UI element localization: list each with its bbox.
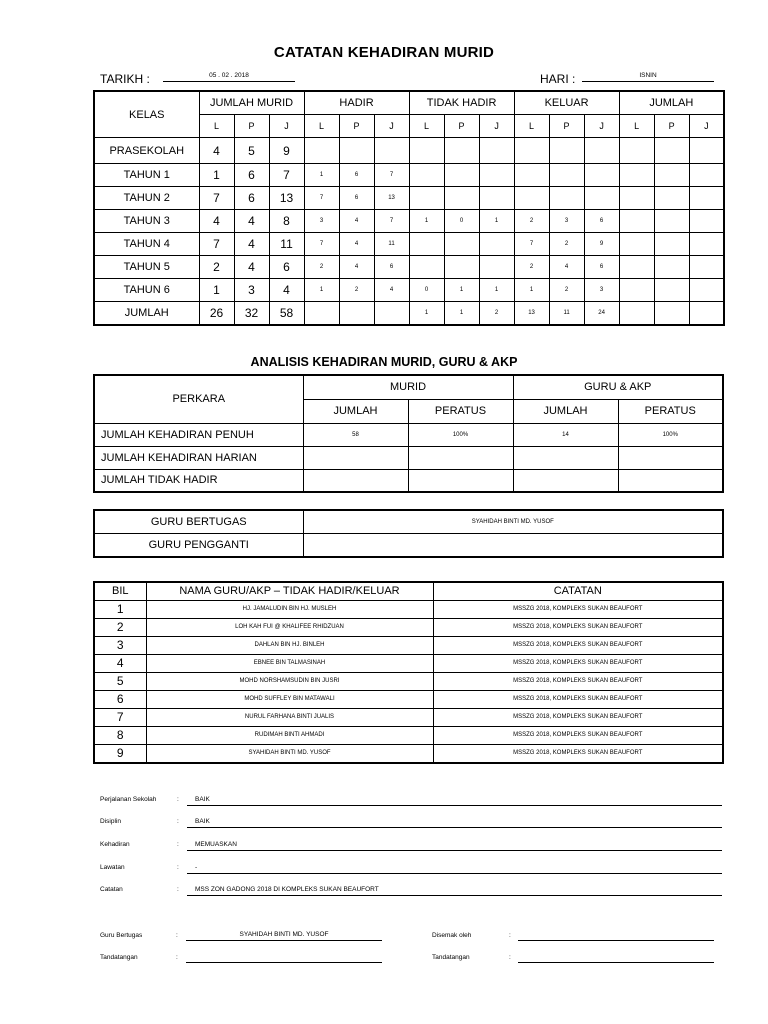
sub-header-p: P (654, 115, 689, 138)
catatan-cell: MSSZG 2018, KOMPLEKS SUKAN BEAUFORT (433, 618, 723, 636)
murid-cell: 13 (269, 187, 304, 210)
kelas-cell: TAHUN 6 (94, 279, 199, 302)
catatan-cell: MSSZG 2018, KOMPLEKS SUKAN BEAUFORT (433, 636, 723, 654)
tidak-cell: 0 (444, 210, 479, 233)
sub-header-l: L (304, 115, 339, 138)
lawatan-label: Lawatan (100, 864, 125, 871)
jumlah-cell (654, 187, 689, 210)
keluar-cell: 11 (549, 302, 584, 326)
tidak-cell: 1 (479, 279, 514, 302)
nama-header: NAMA GURU/AKP – TIDAK HADIR/KELUAR (146, 582, 433, 600)
murid-cell: 8 (269, 210, 304, 233)
guru-jumlah-header: JUMLAH (513, 399, 618, 423)
table-row (94, 256, 724, 279)
analysis-guru-jumlah: 14 (513, 423, 618, 446)
tidak-cell (444, 138, 479, 164)
keluar-cell (549, 187, 584, 210)
guru-bertugas-label: GURU BERTUGAS (94, 510, 303, 534)
jumlah-cell (619, 279, 654, 302)
jumlah-cell (689, 187, 724, 210)
guru-akp-header: GURU & AKP (513, 375, 723, 399)
nama-cell: MOHD SUFFLEY BIN MATAWALI (146, 690, 433, 708)
colon: : (177, 886, 179, 893)
jumlah-cell (654, 164, 689, 187)
catatan-cell: MSSZG 2018, KOMPLEKS SUKAN BEAUFORT (433, 708, 723, 726)
group-header-jumlah: JUMLAH (619, 91, 724, 115)
keluar-cell: 2 (514, 210, 549, 233)
group-header-tidak-hadir: TIDAK HADIR (409, 91, 514, 115)
hadir-cell: 7 (374, 210, 409, 233)
keluar-cell: 6 (584, 210, 619, 233)
hadir-cell: 13 (374, 187, 409, 210)
murid-cell: 58 (269, 302, 304, 326)
hadir-cell: 11 (374, 233, 409, 256)
table-row (94, 726, 723, 744)
kehadiran-label: Kehadiran (100, 841, 130, 848)
hadir-cell: 4 (339, 256, 374, 279)
tidak-cell (409, 233, 444, 256)
keluar-cell (584, 164, 619, 187)
hari-value: ISNIN (582, 71, 714, 82)
bil-header: BIL (94, 582, 146, 600)
jumlah-cell (689, 279, 724, 302)
keluar-cell (584, 138, 619, 164)
kelas-cell: TAHUN 4 (94, 233, 199, 256)
jumlah-cell (689, 233, 724, 256)
keluar-cell: 7 (514, 233, 549, 256)
bil-cell: 6 (94, 690, 146, 708)
bil-cell: 3 (94, 636, 146, 654)
keluar-cell: 2 (549, 233, 584, 256)
murid-cell: 6 (269, 256, 304, 279)
absent-staff-table (93, 581, 724, 764)
keluar-cell: 1 (514, 279, 549, 302)
colon: : (176, 932, 178, 939)
tidak-cell: 1 (409, 302, 444, 326)
table-row (94, 164, 724, 187)
nama-cell: LOH KAH FUI @ KHALIFEE RHIDZUAN (146, 618, 433, 636)
catatan-label: Catatan (100, 886, 123, 893)
kelas-cell: PRASEKOLAH (94, 138, 199, 164)
tidak-cell (479, 256, 514, 279)
sub-header-j: J (689, 115, 724, 138)
tidak-cell (409, 256, 444, 279)
disemak-oleh-value (518, 931, 714, 941)
table-row (94, 744, 723, 763)
murid-cell: 4 (234, 233, 269, 256)
murid-cell: 6 (234, 187, 269, 210)
nama-cell: SYAHIDAH BINTI MD. YUSOF (146, 744, 433, 763)
hadir-cell (374, 302, 409, 326)
murid-cell: 32 (234, 302, 269, 326)
hadir-cell: 4 (374, 279, 409, 302)
tidak-cell (444, 164, 479, 187)
tandatangan-value (186, 953, 382, 963)
catatan-value: MSS ZON GADONG 2018 DI KOMPLEKS SUKAN BEAUFORT (187, 886, 722, 896)
jumlah-cell (689, 302, 724, 326)
murid-cell: 4 (199, 138, 234, 164)
lawatan-value: - (187, 864, 722, 874)
jumlah-cell (654, 256, 689, 279)
guru-bertugas-sign-label: Guru Bertugas (100, 932, 143, 939)
murid-cell: 26 (199, 302, 234, 326)
murid-cell: 7 (199, 187, 234, 210)
hadir-cell: 4 (339, 233, 374, 256)
guru-peratus-header: PERATUS (618, 399, 723, 423)
table-row (94, 210, 724, 233)
keluar-cell: 2 (549, 279, 584, 302)
attendance-table (93, 90, 725, 326)
jumlah-cell (654, 233, 689, 256)
murid-peratus-header: PERATUS (408, 399, 513, 423)
table-row (94, 690, 723, 708)
hadir-cell: 6 (339, 187, 374, 210)
kelas-cell: JUMLAH (94, 302, 199, 326)
nama-cell: EBNEE BIN TALMASINAH (146, 654, 433, 672)
hadir-cell: 3 (304, 210, 339, 233)
table-row (94, 708, 723, 726)
group-header-jumlah-murid: JUMLAH MURID (199, 91, 304, 115)
sub-header-l: L (619, 115, 654, 138)
hadir-cell: 7 (374, 164, 409, 187)
catatan-cell: MSSZG 2018, KOMPLEKS SUKAN BEAUFORT (433, 654, 723, 672)
colon: : (177, 841, 179, 848)
jumlah-cell (689, 256, 724, 279)
keluar-cell: 2 (514, 256, 549, 279)
tidak-cell (409, 187, 444, 210)
table-row (94, 672, 723, 690)
sub-header-j: J (479, 115, 514, 138)
duty-table (93, 509, 724, 558)
keluar-cell (584, 187, 619, 210)
hadir-cell: 6 (339, 164, 374, 187)
sub-header-j: J (269, 115, 304, 138)
bil-cell: 9 (94, 744, 146, 763)
table-row (94, 233, 724, 256)
hadir-cell: 2 (339, 279, 374, 302)
table-row (94, 138, 724, 164)
murid-cell: 11 (269, 233, 304, 256)
murid-cell: 3 (234, 279, 269, 302)
kelas-header: KELAS (94, 91, 199, 138)
hadir-cell (339, 138, 374, 164)
hadir-cell (339, 302, 374, 326)
colon: : (509, 954, 511, 961)
tidak-cell: 1 (409, 210, 444, 233)
analysis-murid-jumlah: 58 (303, 423, 408, 446)
colon: : (177, 796, 179, 803)
table-row (94, 600, 723, 618)
tidak-cell: 0 (409, 279, 444, 302)
perkara-header: PERKARA (94, 375, 303, 423)
bil-cell: 5 (94, 672, 146, 690)
keluar-cell (549, 164, 584, 187)
murid-cell: 2 (199, 256, 234, 279)
jumlah-cell (654, 302, 689, 326)
table-row (94, 302, 724, 326)
colon: : (177, 864, 179, 871)
jumlah-cell (619, 164, 654, 187)
catatan-header: CATATAN (433, 582, 723, 600)
keluar-cell: 24 (584, 302, 619, 326)
kehadiran-value: MEMUASKAN (187, 841, 722, 851)
analysis-table (93, 374, 724, 493)
analysis-murid-peratus (408, 469, 513, 492)
sub-header-p: P (234, 115, 269, 138)
jumlah-cell (689, 164, 724, 187)
tidak-cell (444, 256, 479, 279)
table-row (94, 279, 724, 302)
murid-cell: 4 (199, 210, 234, 233)
jumlah-cell (689, 210, 724, 233)
tidak-cell (479, 164, 514, 187)
analysis-guru-peratus (618, 446, 723, 469)
sub-header-p: P (549, 115, 584, 138)
bil-cell: 8 (94, 726, 146, 744)
kelas-cell: TAHUN 5 (94, 256, 199, 279)
nama-cell: RUDIMAH BINTI AHMADI (146, 726, 433, 744)
catatan-cell: MSSZG 2018, KOMPLEKS SUKAN BEAUFORT (433, 690, 723, 708)
tidak-cell: 2 (479, 302, 514, 326)
disemak-oleh-label: Disemak oleh (432, 932, 472, 939)
murid-cell: 1 (199, 164, 234, 187)
table-row (94, 654, 723, 672)
hadir-cell: 7 (304, 233, 339, 256)
sub-header-p: P (339, 115, 374, 138)
hadir-cell: 4 (339, 210, 374, 233)
guru-pengganti-label: GURU PENGGANTI (94, 534, 303, 558)
keluar-cell: 9 (584, 233, 619, 256)
nama-cell: MOHD NORSHAMSUDIN BIN JUSRI (146, 672, 433, 690)
hadir-cell (374, 138, 409, 164)
analysis-murid-jumlah (303, 469, 408, 492)
tidak-cell (479, 138, 514, 164)
sub-header-j: J (374, 115, 409, 138)
table-row (94, 618, 723, 636)
catatan-cell: MSSZG 2018, KOMPLEKS SUKAN BEAUFORT (433, 672, 723, 690)
tidak-cell (409, 164, 444, 187)
murid-cell: 9 (269, 138, 304, 164)
keluar-cell (514, 138, 549, 164)
tidak-cell (444, 233, 479, 256)
analysis-guru-jumlah (513, 469, 618, 492)
perjalanan-value: BAIK (187, 796, 722, 806)
sub-header-l: L (409, 115, 444, 138)
hadir-cell (304, 138, 339, 164)
analysis-guru-jumlah (513, 446, 618, 469)
tarikh-value: 05 . 02 . 2018 (163, 71, 295, 82)
page-title: CATATAN KEHADIRAN MURID (273, 44, 495, 61)
tidak-cell: 1 (479, 210, 514, 233)
analysis-row-label: JUMLAH KEHADIRAN HARIAN (94, 446, 303, 469)
nama-cell: NURUL FARHANA BINTI JUALIS (146, 708, 433, 726)
murid-cell: 4 (269, 279, 304, 302)
analysis-murid-jumlah (303, 446, 408, 469)
analysis-guru-peratus (618, 469, 723, 492)
keluar-cell: 6 (584, 256, 619, 279)
jumlah-cell (619, 233, 654, 256)
analysis-row-label: JUMLAH TIDAK HADIR (94, 469, 303, 492)
catatan-cell: MSSZG 2018, KOMPLEKS SUKAN BEAUFORT (433, 744, 723, 763)
bil-cell: 7 (94, 708, 146, 726)
jumlah-cell (619, 138, 654, 164)
guru-bertugas-sign-value: SYAHIDAH BINTI MD. YUSOF (186, 931, 382, 941)
analysis-title: ANALISIS KEHADIRAN MURID, GURU & AKP (250, 355, 518, 369)
jumlah-cell (619, 302, 654, 326)
group-header-hadir: HADIR (304, 91, 409, 115)
analysis-row-label: JUMLAH KEHADIRAN PENUH (94, 423, 303, 446)
murid-cell: 6 (234, 164, 269, 187)
jumlah-cell (654, 279, 689, 302)
tidak-cell: 1 (444, 302, 479, 326)
tarikh-label: TARIKH : (100, 72, 150, 86)
hadir-cell: 7 (304, 187, 339, 210)
keluar-cell: 3 (584, 279, 619, 302)
keluar-cell: 4 (549, 256, 584, 279)
sub-header-l: L (514, 115, 549, 138)
bil-cell: 2 (94, 618, 146, 636)
jumlah-cell (689, 138, 724, 164)
tandatangan-label: Tandatangan (100, 954, 138, 961)
disiplin-value: BAIK (187, 818, 722, 828)
analysis-guru-peratus: 100% (618, 423, 723, 446)
tandatangan-value (518, 953, 714, 963)
disiplin-label: Disiplin (100, 818, 121, 825)
bil-cell: 4 (94, 654, 146, 672)
tandatangan-label: Tandatangan (432, 954, 470, 961)
keluar-cell: 3 (549, 210, 584, 233)
tidak-cell (479, 233, 514, 256)
kelas-cell: TAHUN 3 (94, 210, 199, 233)
colon: : (177, 818, 179, 825)
tidak-cell (444, 187, 479, 210)
hadir-cell: 1 (304, 164, 339, 187)
keluar-cell (514, 187, 549, 210)
catatan-cell: MSSZG 2018, KOMPLEKS SUKAN BEAUFORT (433, 726, 723, 744)
guru-bertugas-value: SYAHIDAH BINTI MD. YUSOF (303, 510, 723, 534)
bil-cell: 1 (94, 600, 146, 618)
murid-cell: 5 (234, 138, 269, 164)
jumlah-cell (619, 210, 654, 233)
table-row (94, 636, 723, 654)
table-row (94, 187, 724, 210)
hari-label: HARI : (540, 72, 576, 86)
hadir-cell: 2 (304, 256, 339, 279)
nama-cell: HJ. JAMALUDIN BIN HJ. MUSLEH (146, 600, 433, 618)
murid-jumlah-header: JUMLAH (303, 399, 408, 423)
keluar-cell (549, 138, 584, 164)
jumlah-cell (654, 210, 689, 233)
hadir-cell: 1 (304, 279, 339, 302)
murid-header: MURID (303, 375, 513, 399)
hadir-cell (304, 302, 339, 326)
jumlah-cell (654, 138, 689, 164)
guru-pengganti-value (303, 534, 723, 558)
hadir-cell: 6 (374, 256, 409, 279)
sub-header-j: J (584, 115, 619, 138)
tidak-cell: 1 (444, 279, 479, 302)
jumlah-cell (619, 187, 654, 210)
tidak-cell (479, 187, 514, 210)
perjalanan-label: Perjalanan Sekolah (100, 796, 157, 803)
colon: : (176, 954, 178, 961)
jumlah-cell (619, 256, 654, 279)
sub-header-l: L (199, 115, 234, 138)
catatan-cell: MSSZG 2018, KOMPLEKS SUKAN BEAUFORT (433, 600, 723, 618)
kelas-cell: TAHUN 2 (94, 187, 199, 210)
tidak-cell (409, 138, 444, 164)
murid-cell: 7 (199, 233, 234, 256)
group-header-keluar: KELUAR (514, 91, 619, 115)
murid-cell: 4 (234, 256, 269, 279)
analysis-murid-peratus (408, 446, 513, 469)
keluar-cell (514, 164, 549, 187)
murid-cell: 7 (269, 164, 304, 187)
murid-cell: 1 (199, 279, 234, 302)
analysis-murid-peratus: 100% (408, 423, 513, 446)
sub-header-p: P (444, 115, 479, 138)
nama-cell: DAHLAN BIN HJ. BINLEH (146, 636, 433, 654)
murid-cell: 4 (234, 210, 269, 233)
keluar-cell: 13 (514, 302, 549, 326)
kelas-cell: TAHUN 1 (94, 164, 199, 187)
colon: : (509, 932, 511, 939)
